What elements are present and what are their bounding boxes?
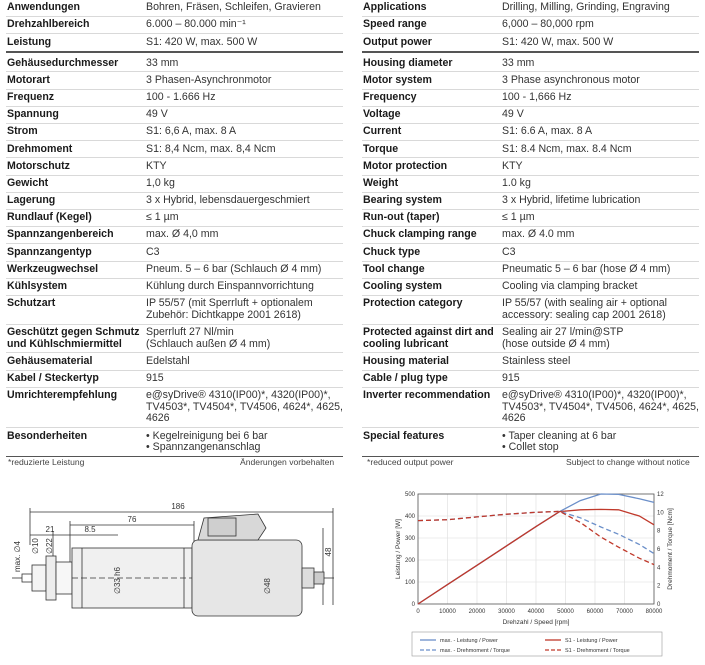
spec-key: Kabel / Steckertyp [6,370,146,387]
spec-key: Lagerung [6,192,146,209]
x-tick-label: 80000 [645,609,663,615]
spec-value [502,278,699,295]
spec-value-line: 49 V [146,108,168,121]
y-tick-label: 400 [404,514,415,520]
spec-value [146,370,343,387]
y-tick-label: 0 [411,602,415,608]
dia-22: ∅22 [45,538,54,554]
spec-value-line: 3 x Hybrid, lebensdauergeschmiert [146,194,310,207]
spec-value [146,175,343,192]
spec-key: Bearing system [362,192,502,209]
spec-key: Spannung [6,106,146,123]
spec-row [362,89,699,106]
spec-key: Protection category [362,295,502,324]
spec-value-line: 1.0 kg [502,176,531,189]
spec-row [362,278,699,295]
dia-48: ∅48 [263,578,272,594]
spec-row [6,158,343,175]
spec-key: Frequency [362,89,502,106]
spec-row [362,34,699,52]
spec-key: Besonderheiten [6,428,146,457]
spec-value-line: max. Ø 4,0 mm [146,228,219,241]
spec-value [502,34,699,52]
spec-value-line: Kühlung durch Einspannvorrichtung [146,280,314,292]
spec-value-line: S1: 420 W, max. 500 W [146,35,258,48]
spec-key: Drehzahlbereich [6,17,146,34]
dia-33: ∅33 h6 [113,567,122,594]
spec-row [362,17,699,34]
y2-axis-label: Drehmoment / Torque [Ncm] [667,508,674,590]
spec-row [362,124,699,141]
spec-value-line: S1: 8,4 Ncm, max. 8,4 Ncm [146,142,276,155]
dim-8-5: 8.5 [84,525,96,534]
spec-key: Protected against dirt and cooling lubricant [362,324,502,353]
spec-row [6,192,343,209]
spec-value-line: C3 [146,245,160,258]
spec-value [502,295,699,324]
spec-key: Rundlauf (Kegel) [6,209,146,226]
spec-row [6,106,343,123]
y2-tick-label: 6 [657,547,661,553]
spec-row [362,209,699,226]
dim-21: 21 [45,525,55,534]
spec-value-line: KTY [146,159,167,172]
spec-value-line: S1: 420 W, max. 500 W [502,35,614,48]
spec-row [6,175,343,192]
legend-label: S1 - Drehmoment / Torque [565,648,630,654]
spec-row [362,244,699,261]
spec-row [362,387,699,427]
spec-row [362,227,699,244]
x-tick-label: 30000 [498,609,515,615]
max-dia-4: max. ∅4 [13,541,22,572]
spec-value-line: 4626 [146,412,170,425]
spec-value-line: Sealing air 27 l/min@STP [502,325,624,338]
spec-key: Werkzeugwechsel [6,261,146,278]
legend-label: max. - Leistung / Power [440,638,498,644]
spec-row [6,387,343,427]
spec-key: Housing material [362,353,502,370]
y-axis-label: Leistung / Power [W] [395,519,402,579]
spec-value [146,141,343,158]
spec-row [6,141,343,158]
y2-tick-label: 0 [657,602,661,608]
spec-value [502,227,699,244]
footnote-en-reduced: *reduced output power [367,457,454,467]
spec-row [6,428,343,457]
spec-key: Gewicht [6,175,146,192]
spec-value-line: (Schlauch außen Ø 4 mm) [146,337,271,350]
spec-value-line: • Collet stop [502,441,559,454]
spec-key: Spannzangentyp [6,244,146,261]
spec-value-line: 4626 [502,412,526,425]
x-tick-label: 20000 [468,609,486,615]
spec-key: Tool change [362,261,502,278]
spec-key: Gehäusematerial [6,353,146,370]
spec-value-line: 6.000 – 80.000 min⁻¹ [146,18,246,31]
y2-tick-label: 4 [657,565,661,572]
x-tick-label: 0 [416,609,420,615]
spec-row [6,261,343,278]
footnote-de-change: Änderungen vorbehalten [240,457,335,467]
spec-value-line: Stainless steel [502,354,571,367]
spec-key: Run-out (taper) [362,209,502,226]
spec-value [502,141,699,158]
spec-key: Speed range [362,17,502,34]
spec-key: Frequenz [6,89,146,106]
spec-key: Housing diameter [362,52,502,72]
spec-row [6,89,343,106]
spec-value-line: S1: 6.6 A, max. 8 A [502,125,593,138]
spec-value [146,387,343,427]
spec-value-line: 3 Phase asynchronous motor [502,73,640,86]
spec-row [6,244,343,261]
spec-row [362,370,699,387]
y2-tick-label: 12 [657,492,664,498]
spec-value-line: e@syDrive® 4310(IP00)*, 4320(IP00)*, [146,389,331,402]
spec-row [6,34,343,52]
spec-value-line: IP 55/57 (with sealing air + optional [502,297,667,310]
spec-row [362,261,699,278]
spec-key: Chuck clamping range [362,227,502,244]
spec-key: Output power [362,34,502,52]
spec-key: Cooling system [362,278,502,295]
spec-value-line: C3 [502,245,516,258]
spec-value [146,295,343,324]
spec-value-line: 915 [146,371,164,384]
x-tick-label: 70000 [616,609,633,615]
spec-row [6,72,343,89]
spec-row [6,353,343,370]
spec-value-line: Pneum. 5 – 6 bar (Schlauch Ø 4 mm) [146,262,322,275]
spec-value-line: Pneumatic 5 – 6 bar (hose Ø 4 mm) [502,262,671,275]
spec-row [362,353,699,370]
spec-row [6,324,343,353]
spec-value-line: TV4503*, TV4504*, TV4506, 4624*, 4625, [502,400,699,413]
spec-value-line: Edelstahl [146,354,190,367]
spec-row [6,52,343,72]
spec-value [502,106,699,123]
spec-key: Weight [362,175,502,192]
spec-value-line: • Taper cleaning at 6 bar [502,429,617,442]
spec-value-line: KTY [502,159,523,172]
spec-value [502,353,699,370]
spec-value [502,52,699,72]
spec-value-line: accessory: sealing cap 2001 2618) [502,308,666,321]
spec-row [362,141,699,158]
spec-value [146,192,343,209]
spec-value-line: Drilling, Milling, Grinding, Engraving [502,1,670,14]
spec-value-line: Zubehör: Dichtkappe 2001 2618) [146,308,301,321]
spec-value [502,387,699,427]
y2-tick-label: 10 [657,510,664,517]
spec-value-line: 3 Phasen-Asynchronmotor [146,73,272,86]
spec-value [146,17,343,34]
spec-value-line: max. Ø 4.0 mm [502,228,575,241]
spec-value [146,0,343,17]
x-tick-label: 50000 [557,609,574,615]
spec-value-line: ≤ 1 µm [502,211,535,224]
spec-key: Schutzart [6,295,146,324]
spec-row [362,324,699,353]
spec-value [146,106,343,123]
spec-row [6,0,343,17]
spec-row [6,124,343,141]
spec-key: Inverter recommendation [362,387,502,427]
spec-value [502,244,699,261]
spec-row [6,17,343,34]
spec-value [502,370,699,387]
spec-value [146,72,343,89]
spec-key: Gehäusedurchmesser [6,52,146,72]
spec-value [146,34,343,52]
spec-value-line: 33 mm [502,56,535,69]
spec-value [502,158,699,175]
spec-row [6,278,343,295]
spec-value-line: 915 [502,371,520,384]
spec-value-line: IP 55/57 (mit Sperrluft + optionalem [146,297,313,310]
spec-value-line: Cooling via clamping bracket [502,280,638,292]
spec-row [362,158,699,175]
spec-row [362,0,699,17]
spec-value-line: 100 - 1,666 Hz [502,90,572,103]
spec-table-en-body [362,0,699,457]
x-tick-label: 60000 [586,609,604,615]
spec-value-line: S1: 8.4 Ncm, max. 8.4 Ncm [502,142,632,155]
spec-value-line: 100 - 1.666 Hz [146,90,216,103]
spec-value [502,175,699,192]
spec-key: Leistung [6,34,146,52]
spec-value-line: S1: 6,6 A, max. 8 A [146,125,237,138]
y2-tick-label: 2 [657,583,661,590]
spec-key: Drehmoment [6,141,146,158]
dim-186: 186 [171,502,185,511]
spec-row [362,52,699,72]
spec-value [146,227,343,244]
spec-key: Motor system [362,72,502,89]
spec-key: Motor protection [362,158,502,175]
spec-table-en [362,0,699,457]
spec-row [362,175,699,192]
spec-value [502,261,699,278]
spec-value [146,278,343,295]
spec-key: Voltage [362,106,502,123]
spec-row [362,428,699,457]
spec-key: Anwendungen [6,0,146,17]
spec-table-de [6,0,343,457]
spec-row [362,192,699,209]
spec-value-line: Bohren, Fräsen, Schleifen, Gravieren [146,1,321,14]
spec-value-line: 49 V [502,108,524,121]
spec-row [6,295,343,324]
spec-value [146,52,343,72]
spec-value-line: e@syDrive® 4310(IP00)*, 4320(IP00)*, [502,389,687,402]
spec-key: Umrichterempfehlung [6,387,146,427]
spec-value-line: • Kegelreinigung bei 6 bar [146,429,268,442]
technical-drawing [8,490,354,660]
spec-value [146,244,343,261]
spec-value [146,353,343,370]
spec-row [362,72,699,89]
spec-value-line: 1,0 kg [146,176,175,189]
x-tick-label: 40000 [527,609,545,615]
spec-value-line: • Spannzangenanschlag [146,441,261,454]
spec-value [502,89,699,106]
spec-value [146,428,343,457]
spec-value [502,17,699,34]
spec-value [502,192,699,209]
spec-value [502,428,699,457]
spec-value-line: 3 x Hybrid, lifetime lubrication [502,194,641,207]
spec-key: Current [362,124,502,141]
dim-48: 48 [324,547,333,557]
spec-key: Chuck type [362,244,502,261]
spec-value [502,324,699,353]
spec-value [502,0,699,17]
spec-key: Torque [362,141,502,158]
x-axis-label: Drehzahl / Speed [rpm] [502,619,570,626]
spec-value [146,89,343,106]
x-tick-label: 10000 [439,609,456,615]
spec-value-line: Sperrluft 27 Nl/min [146,325,234,338]
spec-row [362,295,699,324]
spec-key: Applications [362,0,502,17]
spec-row [6,209,343,226]
spec-value [146,261,343,278]
spec-key: Motorschutz [6,158,146,175]
spec-key: Kühlsystem [6,278,146,295]
y-tick-label: 300 [404,536,415,542]
spec-value [146,124,343,141]
dia-10: ∅10 [31,538,40,554]
dim-76: 76 [127,515,137,524]
spec-value-line: 6,000 – 80,000 rpm [502,18,594,31]
spec-value-line: TV4503*, TV4504*, TV4506, 4624*, 4625, [146,400,343,413]
spec-row [362,106,699,123]
spec-row [6,227,343,244]
spec-value [146,209,343,226]
legend-label: S1 - Leistung / Power [565,638,618,644]
spec-key: Strom [6,124,146,141]
y-tick-label: 100 [404,580,415,586]
spec-key: Special features [362,428,502,457]
y2-tick-label: 8 [657,528,661,535]
spec-value [502,124,699,141]
spec-table-de-body [6,0,343,457]
spec-value-line: 33 mm [146,56,179,69]
spec-value [146,158,343,175]
spec-value-line: ≤ 1 µm [146,211,179,224]
footnote-en-change: Subject to change without notice [566,457,690,467]
spec-value [502,72,699,89]
spec-key: Spannzangenbereich [6,227,146,244]
spec-key: Geschützt gegen Schmutz und Kühlschmiermittel [6,324,146,353]
spec-row [6,370,343,387]
legend-label: max. - Drehmoment / Torque [440,648,510,654]
spec-value [146,324,343,353]
spec-key: Motorart [6,72,146,89]
spec-value [502,209,699,226]
spec-value-line: (hose outside Ø 4 mm) [502,337,610,350]
spec-key: Cable / plug type [362,370,502,387]
y-tick-label: 200 [404,558,415,564]
y-tick-label: 500 [404,492,415,498]
performance-chart [362,486,702,662]
footnote-de-reduced: *reduzierte Leistung [8,457,85,467]
